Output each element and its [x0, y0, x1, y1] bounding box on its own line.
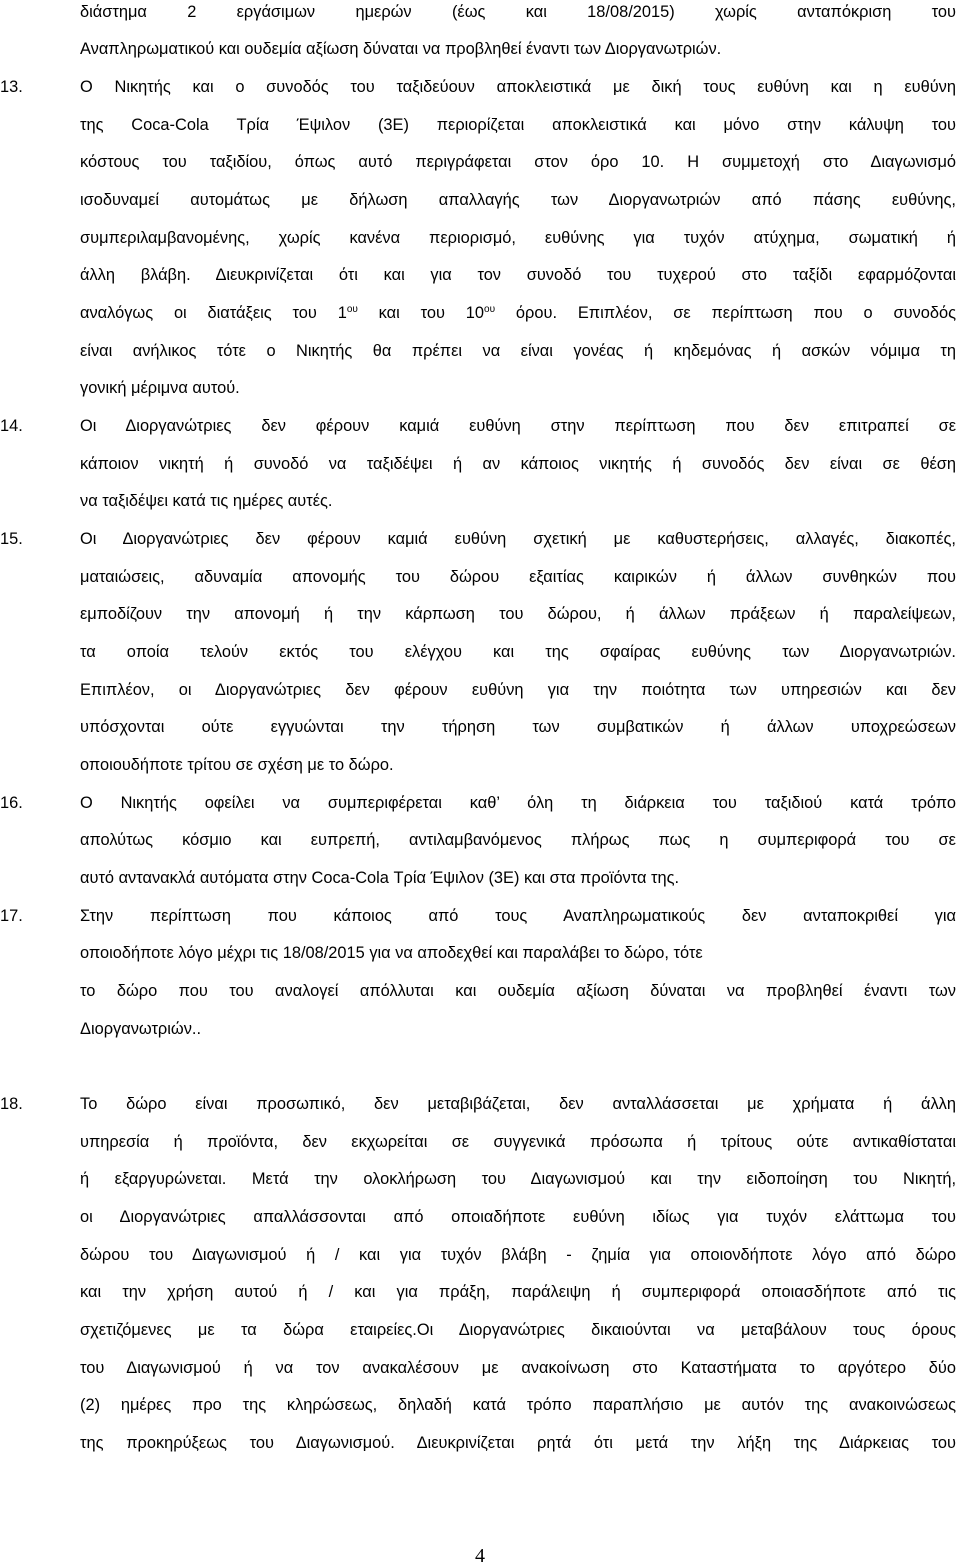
clause-13-line-9: γονική μέριμνα αυτού.: [80, 379, 240, 397]
ordinal-suffix: ου: [484, 304, 496, 315]
clause-14-line-3: να ταξιδέψει κατά τις ημέρες αυτές.: [80, 492, 333, 510]
clause-13-line-6: άλλη βλάβη. Διευκρινίζεται ότι και για τον συνοδό του τυχερού στο ταξίδι εφαρμόζονται: [80, 266, 956, 284]
clause-18-line-1: Το δώρο είναι προσωπικό, δεν μεταβιβάζεται, δεν ανταλλάσσεται με χρήματα ή άλλη: [80, 1095, 956, 1113]
clause-number: 17.: [0, 907, 23, 925]
clause-18-line-10: της προκηρύξεως του Διαγωνισμού. Διευκρινίζεται ρητά ότι μετά την λήξη της Διάρκειας του: [80, 1434, 956, 1452]
clause-18-line-6: και την χρήση αυτού ή / και για πράξη, παράλειψη ή συμπεριφορά οποιασδήποτε από τις: [80, 1283, 956, 1301]
clause-number: 13.: [0, 78, 23, 96]
clause-18-line-5: δώρου του Διαγωνισμού ή / και για τυχόν βλάβη - ζημία για οποιονδήποτε λόγο από δώρο: [80, 1246, 956, 1264]
clause-18-line-3: ή εξαργυρώνεται. Μετά την ολοκλήρωση του Διαγωνισμού και την ειδοποίηση του Νικητή,: [80, 1170, 956, 1188]
page-number: 4: [475, 1545, 485, 1567]
clause-13-line-8: είναι ανήλικος τότε ο Νικητής θα πρέπει να είναι γονέας ή κηδεμόνας ή ασκών νόμιμα τη: [80, 342, 956, 360]
clause-17-line-1: Στην περίπτωση που κάποιος από τους Αναπληρωματικούς δεν ανταποκριθεί για: [80, 907, 956, 925]
clause-number: 15.: [0, 530, 23, 548]
clause-14-line-2: κάποιον νικητή ή συνοδό να ταξιδέψει ή αν κάποιος νικητής ή συνοδός δεν είναι σε θέση: [80, 455, 956, 473]
clause-13-line-5: συμπεριλαμβανομένης, χωρίς κανένα περιορισμό, ευθύνης για τυχόν ατύχημα, σωματική ή: [80, 229, 956, 247]
clause-number: 18.: [0, 1095, 23, 1113]
clause-18-line-8: του Διαγωνισμού ή να τον ανακαλέσουν με ανακοίνωση στο Καταστήματα το αργότερο δύο: [80, 1359, 956, 1377]
clause-15-line-3: εμποδίζουν την απονομή ή την κάρπωση του δώρου, ή άλλων πράξεων ή παραλείψεων,: [80, 605, 956, 623]
clause-number: 16.: [0, 794, 23, 812]
clause-15-line-7: οποιουδήποτε τρίτου σε σχέση με το δώρο.: [80, 756, 394, 774]
clause-17-line-4: Διοργανωτριών..: [80, 1020, 202, 1038]
clause-12-line-2: Αναπληρωματικού και ουδεμία αξίωση δύναται να προβληθεί έναντι των Διοργανωτριών.: [80, 40, 722, 58]
clause-15-line-2: ματαιώσεις, αδυναμία απονομής του δώρου εξαιτίας καιρικών ή άλλων συνθηκών που: [80, 568, 956, 586]
clause-14-line-1: Οι Διοργανώτριες δεν φέρουν καμιά ευθύνη στην περίπτωση που δεν επιτραπεί σε: [80, 417, 956, 435]
line-segment: όρου. Επιπλέον, σε περίπτωση που ο συνοδός: [495, 304, 956, 322]
clause-18-line-7: σχετιζόμενες με τα δώρα εταιρείες.Οι Διοργανώτριες δικαιούνται να μεταβάλουν τους όρους: [80, 1321, 956, 1339]
clause-18-line-9: (2) ημέρες προ της κληρώσεως, δηλαδή κατά τρόπο παραπλήσιο με αυτόν της ανακοινώσεως: [80, 1396, 956, 1414]
clause-16-line-2: απολύτως κόσμιο και ευπρεπή, αντιλαμβανόμενος πλήρως πως η συμπεριφορά του σε: [80, 831, 956, 849]
clause-15-line-4: τα οποία τελούν εκτός του ελέγχου και της σφαίρας ευθύνης των Διοργανωτριών.: [80, 643, 956, 661]
clause-13-line-4: ισοδυναμεί αυτομάτως με δήλωση απαλλαγής των Διοργανωτριών από πάσης ευθύνης,: [80, 191, 956, 209]
line-segment: και του 10: [357, 304, 485, 322]
clause-15-line-1: Οι Διοργανώτριες δεν φέρουν καμιά ευθύνη σχετική με καθυστερήσεις, αλλαγές, διακοπές,: [80, 530, 956, 548]
clause-15-line-6: υπόσχονται ούτε εγγυώνται την τήρηση των συμβατικών ή άλλων υποχρεώσεων: [80, 718, 956, 736]
line-segment: αναλόγως οι διατάξεις του 1: [80, 304, 347, 322]
clause-18-line-4: οι Διοργανώτριες απαλλάσσονται από οποιαδήποτε ευθύνη ιδίως για τυχόν ελάττωμα του: [80, 1208, 956, 1226]
clause-15-line-5: Επιπλέον, οι Διοργανώτριες δεν φέρουν ευθύνη για την ποιότητα των υπηρεσιών και δεν: [80, 681, 956, 699]
clause-13-line-3: κόστους του ταξιδίου, όπως αυτό περιγράφεται στον όρο 10. Η συμμετοχή στο Διαγωνισμό: [80, 153, 956, 171]
clause-13-line-1: Ο Νικητής και ο συνοδός του ταξιδεύουν αποκλειστικά με δική τους ευθύνη και η ευθύνη: [80, 78, 956, 96]
ordinal-suffix: ου: [346, 304, 358, 315]
clause-12-line-1: διάστημα 2 εργάσιμων ημερών (έως και 18/08/2015) χωρίς ανταπόκριση του: [80, 3, 956, 21]
clause-16-line-1: Ο Νικητής οφείλει να συμπεριφέρεται καθ’ όλη τη διάρκεια του ταξιδιού κατά τρόπο: [80, 794, 956, 812]
clause-13-line-7: [80, 302, 956, 324]
clause-13-line-2: της Coca-Cola Τρία Έψιλον (3Ε) περιορίζεται αποκλειστικά και μόνο στην κάλυψη του: [80, 116, 956, 134]
clause-17-line-2: οποιοδήποτε λόγο μέχρι τις 18/08/2015 για να αποδεχθεί και παραλάβει το δώρο, τότε: [80, 944, 703, 962]
clause-17-line-3: το δώρο που του αναλογεί απόλλυται και ουδεμία αξίωση δύναται να προβληθεί έναντι των: [80, 982, 956, 1000]
clause-16-line-3: αυτό αντανακλά αυτόματα στην Coca-Cola Τρία Έψιλον (3Ε) και στα προϊόντα της.: [80, 869, 680, 887]
clause-18-line-2: υπηρεσία ή προϊόντα, δεν εκχωρείται σε συγγενικά πρόσωπα ή τρίτους ούτε αντικαθίσταται: [80, 1133, 956, 1151]
clause-number: 14.: [0, 417, 23, 435]
